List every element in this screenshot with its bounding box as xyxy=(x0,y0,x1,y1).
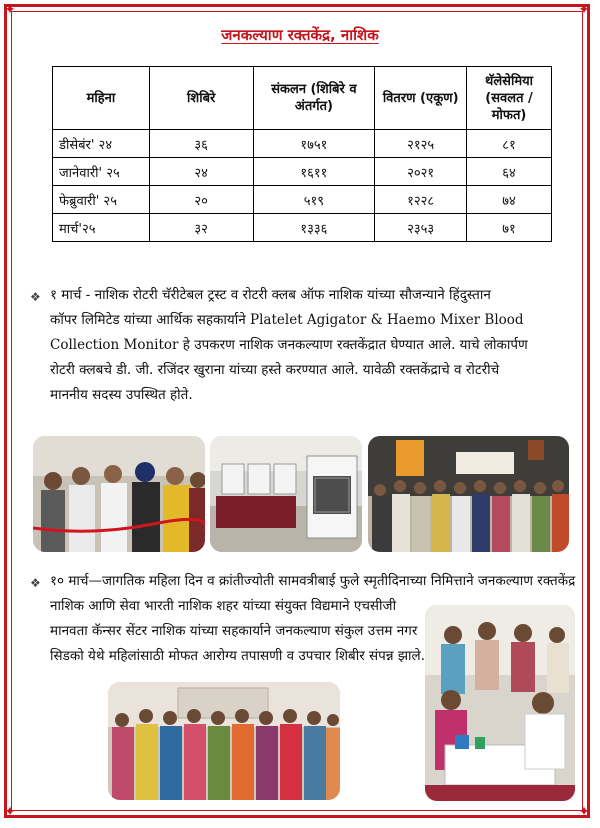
photo-health-checkup xyxy=(425,605,575,801)
table-cell: १३३६ xyxy=(253,214,375,242)
paragraph-line: १ मार्च - नाशिक रोटरी चॅरीटेबल ट्रस्ट व रोटरी क्लब ऑफ नाशिक यांच्या सौजन्याने हिंदुस्तान xyxy=(50,287,491,303)
table-row xyxy=(53,214,552,242)
table-cell: ३२ xyxy=(149,214,253,242)
blood-bank-stats-table xyxy=(52,66,552,242)
photo-group-with-banner xyxy=(368,436,569,552)
table-cell: ८१ xyxy=(467,130,552,158)
paragraph-line: Collection Monitor हे उपकरण नाशिक जनकल्याण रक्तकेंद्रात घेण्यात आले. याचे लोकार्पण xyxy=(50,337,528,353)
table-cell: मार्च'२५ xyxy=(53,214,150,242)
table-cell: १२२८ xyxy=(375,186,467,214)
table-cell: फेब्रुवारी' २५ xyxy=(53,186,150,214)
paragraph-line: माननीय सदस्य उपस्थित होते. xyxy=(50,387,193,403)
photo-equipment xyxy=(210,436,362,552)
photo-women-group xyxy=(108,682,340,800)
table-header-row xyxy=(53,67,552,130)
table-cell: २४ xyxy=(149,158,253,186)
table-cell: २१२५ xyxy=(375,130,467,158)
table-cell: ७४ xyxy=(467,186,552,214)
table-cell: जानेवारी' २५ xyxy=(53,158,150,186)
table-cell: २०२१ xyxy=(375,158,467,186)
table-cell: डीसेबंर' २४ xyxy=(53,130,150,158)
table-cell: ३६ xyxy=(149,130,253,158)
header-camps: शिबिरे xyxy=(149,67,253,130)
header-distribution: वितरण (एकूण) xyxy=(375,67,467,130)
table-cell: १६११ xyxy=(253,158,375,186)
paragraph-line: सिडको येथे महिलांसाठी मोफत आरोग्य तपासणी व उपचार शिबीर संपन्न झाले. xyxy=(50,648,425,664)
bullet-icon: ❖ xyxy=(30,576,41,590)
corner-ornament-icon: ✦ xyxy=(4,804,16,820)
corner-ornament-icon: ✦ xyxy=(578,804,590,820)
corner-ornament-icon: ✦ xyxy=(578,2,590,18)
corner-ornament-icon: ✦ xyxy=(4,2,16,18)
page-title: जनकल्याण रक्तकेंद्र, नाशिक xyxy=(221,26,379,44)
table-row xyxy=(53,130,552,158)
paragraph-line: मानवता कॅन्सर सेंटर नाशिक यांच्या सहकार्याने जनकल्याण संकुल उत्तम नगर xyxy=(50,623,418,639)
paragraph-line: नाशिक आणि सेवा भारती नाशिक शहर यांच्या संयुक्त विद्यमाने एचसीजी xyxy=(50,598,397,614)
table-cell: २० xyxy=(149,186,253,214)
news-item-rotary xyxy=(50,283,575,408)
bullet-icon: ❖ xyxy=(30,290,41,304)
table-row xyxy=(53,186,552,214)
table-row xyxy=(53,158,552,186)
photo-ribbon-cutting xyxy=(33,436,205,552)
paragraph-line: कॉपर लिमिटेड यांच्या आर्थिक सहकार्याने Platelet Agigator & Haemo Mixer Blood xyxy=(50,312,524,328)
table-cell: ७१ xyxy=(467,214,552,242)
table-cell: १७५१ xyxy=(253,130,375,158)
header-collection: संकलन (शिबिरे व अंतर्गत) xyxy=(253,67,375,130)
header-month: महिना xyxy=(53,67,150,130)
paragraph-line: रोटरी क्लबचे डी. जी. रजिंदर खुराना यांच्या हस्ते करण्यात आले. यावेळी रक्तकेंद्राचे व रोटरीचे xyxy=(50,362,500,378)
table-cell: ६४ xyxy=(467,158,552,186)
table-cell: ५१९ xyxy=(253,186,375,214)
table-cell: २३५३ xyxy=(375,214,467,242)
header-thalassemia: थॅलेसेमिया (सवलत /मोफत) xyxy=(467,67,552,130)
paragraph-line: १० मार्च—जागतिक महिला दिन व क्रांतीज्योती सामवत्रीबाई फुले स्मृतीदिनाच्या निमित्ताने जनकल्याण रक्तकेंद्र xyxy=(50,573,576,589)
